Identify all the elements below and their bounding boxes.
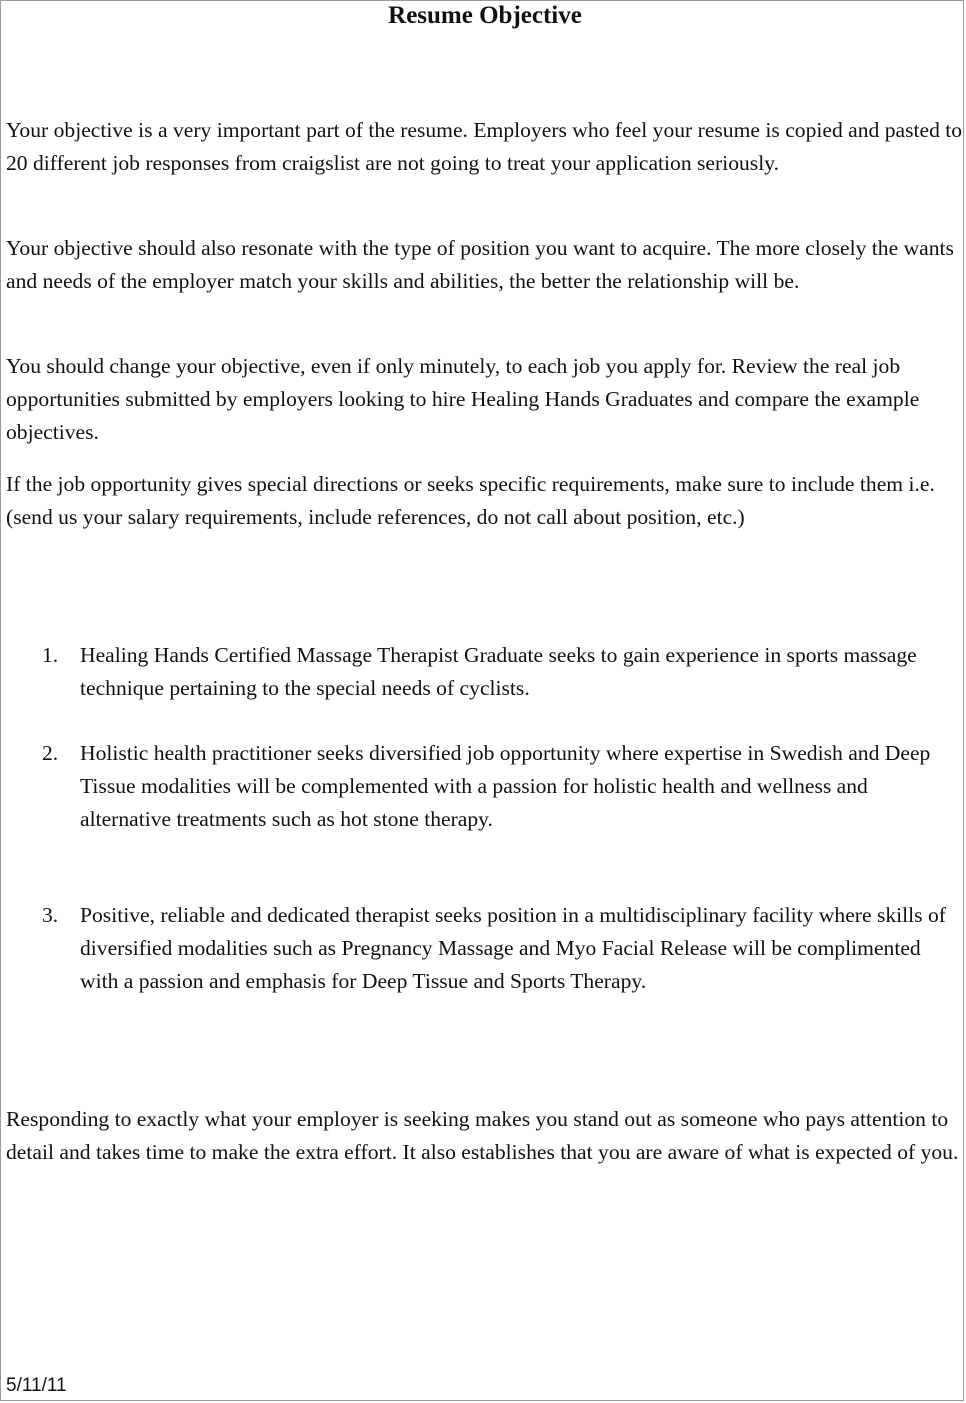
page-title: Resume Objective [388,2,582,29]
list-item-text: Healing Hands Certified Massage Therapist Graduate seeks to gain experience in sports massage technique pertaining to the special needs of cyclists. [80,643,917,700]
intro-paragraph-1: Your objective is a very important part of the resume. Employers who feel your resume is copied and pasted to 20 different job responses from craigslist are not going to treat your application seriously. [6,118,963,175]
list-item-text: Holistic health practitioner seeks diversified job opportunity where expertise in Swedish and Deep Tissue modalities will be complemented with a passion for holistic health and wellness and alternative treatments such as hot stone therapy. [80,741,931,831]
intro-paragraph-2: Your objective should also resonate with the type of position you want to acquire. The more closely the wants and needs of the employer match your skills and abilities, the better the relationship will be. [6,236,954,293]
intro-paragraph-3: You should change your objective, even if only minutely, to each job you apply for. Review the real job opportunities submitted by employers looking to hire Healing Hands Graduates and compare the example objectives. [6,354,920,444]
intro-paragraph-4: If the job opportunity gives special directions or seeks specific requirements, make sure to include them i.e. (send us your salary requirements, include references, do not call about position, etc.) [6,472,935,529]
list-item-number: 3. [42,903,59,927]
list-item-text: Positive, reliable and dedicated therapist seeks position in a multidisciplinary facility where skills of diversified modalities such as Pregnancy Massage and Myo Facial Release will be complimented with a passion and emphasis for Deep Tissue and Sports Therapy. [80,903,946,993]
list-item-number: 2. [42,741,59,765]
list-item-number: 1. [42,643,59,667]
closing-paragraph: Responding to exactly what your employer is seeking makes you stand out as someone who pays attention to detail and takes time to make the extra effort. It also establishes that you are aware of what is expected of you. [6,1107,959,1164]
footer-date: 5/11/11 [6,1375,67,1396]
